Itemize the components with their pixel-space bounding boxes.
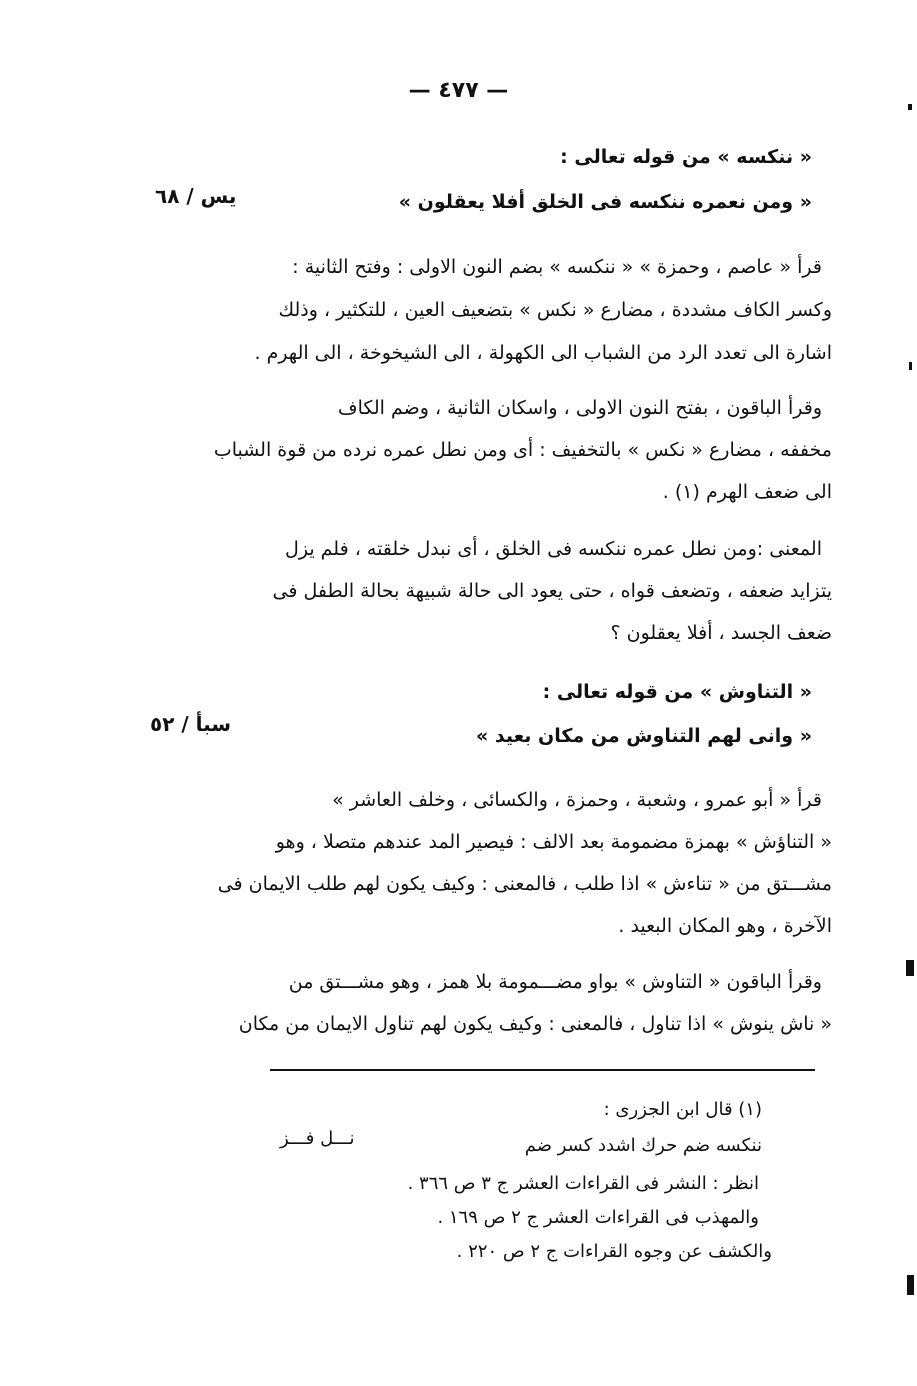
s1-p1-line1: قرأ « عاصم ، وحمزة » « ننكسه » بضم النون الاولى : وفتح الثانية :: [292, 256, 822, 278]
section1-heading: « ننكسه » من قوله تعالى :: [560, 146, 812, 168]
s2-p2-line2: « ناش ينوش » اذا تناول ، فالمعنى : وكيف يكون لهم تناول الايمان من مكان: [238, 1013, 832, 1035]
section2-heading: « التناوش » من قوله تعالى :: [542, 681, 812, 703]
section1-verse: « ومن نعمره ننكسه فى الخلق أفلا يعقلون »: [398, 191, 812, 213]
s1-p3-line1: المعنى :ومن نطل عمره ننكسه فى الخلق ، أى نبدل خلقته ، فلم يزل: [285, 538, 822, 560]
s1-p2-line1: وقرأ الباقون ، بفتح النون الاولى ، واسكان الثانية ، وضم الكاف: [337, 397, 822, 419]
s1-p1-line3: اشارة الى تعدد الرد من الشباب الى الكهولة ، الى الشيخوخة ، الى الهرم .: [254, 342, 832, 364]
s1-p1-line2: وكسر الكاف مشددة ، مضارع « نكس » بتضعيف العين ، للتكثير ، وذلك: [278, 299, 832, 321]
s1-p3-line3: ضعف الجسد ، أفلا يعقلون ؟: [610, 622, 832, 644]
s2-p1-line2: « التناؤش » بهمزة مضمومة بعد الالف : فيصير المد عندهم متصلا ، وهو: [275, 831, 832, 853]
s1-p2-line3: الى ضعف الهرم (١) .: [662, 481, 832, 503]
section1-verse-ref: يس / ٦٨: [155, 184, 237, 208]
footnote-separator: [270, 1069, 815, 1071]
section2-verse: « وانى لهم التناوش من مكان بعيد »: [475, 725, 812, 747]
s2-p2-line1: وقرأ الباقون « التناوش » بواو مضـــمومة بلا همز ، وهو مشـــتق من: [288, 971, 822, 993]
scan-mark: [907, 1275, 914, 1295]
footnote-line1: (١) قال ابن الجزرى :: [603, 1099, 762, 1120]
scan-mark: [909, 362, 912, 370]
s1-p2-line2: مخففه ، مضارع « نكس » بالتخفيف : أى ومن نطل عمره نرده من قوة الشباب: [213, 439, 832, 461]
footnote-verse-text: ننكسه ضم حرك اشدد كسر ضم: [524, 1135, 762, 1156]
s2-p1-line3: مشـــتق من « تناءش » اذا طلب ، فالمعنى : وكيف يكون لهم طلب الايمان فى: [217, 873, 832, 895]
s2-p1-line4: الآخرة ، وهو المكان البعيد .: [618, 915, 832, 937]
footnote-line5: والكشف عن وجوه القراءات ج ٢ ص ٢٢٠ .: [456, 1241, 772, 1262]
scan-mark: [908, 104, 912, 110]
footnote-verse-code: نـــل فـــز: [280, 1128, 355, 1149]
footnote-line3: انظر : النشر فى القراءات العشر ج ٣ ص ٣٦٦ .: [407, 1173, 759, 1194]
s1-p3-line2: يتزايد ضعفه ، وتضعف قواه ، حتى يعود الى حالة شبيهة بحالة الطفل فى: [272, 580, 832, 602]
page-number: — ٤٧٧ —: [408, 78, 509, 103]
section2-verse-ref: سبأ / ٥٢: [150, 712, 231, 736]
footnote-line4: والمهذب فى القراءات العشر ج ٢ ص ١٦٩ .: [437, 1207, 759, 1228]
scan-mark: [906, 960, 914, 976]
s2-p1-line1: قرأ « أبو عمرو ، وشعبة ، وحمزة ، والكسائى ، وخلف العاشر »: [332, 789, 822, 811]
